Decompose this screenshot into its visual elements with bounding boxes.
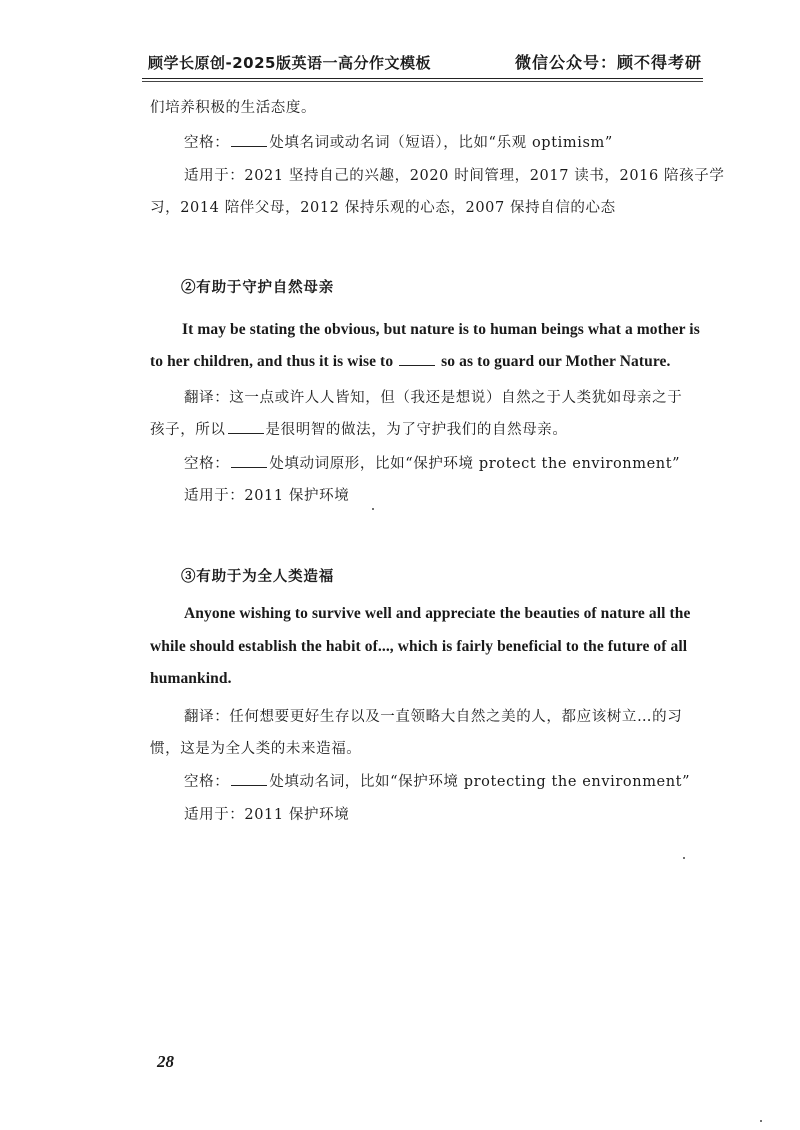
sec2-translation-line1: 翻译：这一点或许人人皆知，但（我还是想说）自然之于人类犹如母亲之于 — [184, 390, 683, 406]
sec3-english-line2: while should establish the habit of..., which is fairly beneficial to the future of all — [150, 638, 688, 655]
scan-speck — [683, 857, 685, 859]
header-title: 顾学长原创-2025版英语一高分作文模板 — [148, 54, 431, 72]
fill-blank — [228, 421, 264, 434]
sec2-translation-line2: 孩子，所以 是很明智的做法，为了守护我们的自然母亲。 — [150, 422, 568, 438]
sec2-blank-note: 空格： 处填动词原形，比如“保护环境 protect the environment” — [184, 456, 681, 472]
fill-blank — [231, 134, 267, 147]
header-divider — [142, 78, 703, 82]
fill-blank — [231, 455, 267, 468]
sec1-usage-line2: 习，2014 陪伴父母，2012 保持乐观的心态，2007 保持自信的心态 — [150, 200, 616, 216]
sec1-usage-line1: 适用于：2021 坚持自己的兴趣，2020 时间管理，2017 读书，2016 陪孩子学 — [184, 168, 725, 184]
scan-speck — [372, 508, 374, 510]
page-number: 28 — [157, 1052, 174, 1071]
sec1-blank-note: 空格： 处填名词或动名词（短语），比如“乐观 optimism” — [184, 135, 613, 151]
sec2-english-line1: It may be stating the obvious, but nature is to human beings what a mother is — [182, 321, 700, 338]
sec2-title: ②有助于守护自然母亲 — [181, 279, 334, 296]
sec2-usage: 适用于：2011 保护环境 — [184, 488, 350, 504]
header-wechat: 微信公众号：顾不得考研 — [514, 53, 702, 72]
sec3-title: ③有助于为全人类造福 — [181, 568, 334, 585]
fill-blank — [399, 353, 435, 366]
scan-speck — [760, 1120, 762, 1122]
sec3-english-line3: humankind. — [150, 670, 232, 687]
sec3-translation-line2: 惯，这是为全人类的未来造福。 — [150, 741, 362, 757]
sec2-english-line2: to her children, and thus it is wise to so as to guard our Mother Nature. — [150, 353, 671, 370]
sec3-translation-line1: 翻译：任何想要更好生存以及一直领略大自然之美的人，都应该树立…的习 — [184, 709, 683, 725]
sec3-english-line1: Anyone wishing to survive well and appreciate the beauties of nature all the — [184, 605, 691, 622]
sec1-continuation: 们培养积极的生活态度。 — [150, 100, 317, 116]
sec3-blank-note: 空格： 处填动名词，比如“保护环境 protecting the environment” — [184, 774, 691, 790]
fill-blank — [231, 773, 267, 786]
sec3-usage: 适用于：2011 保护环境 — [184, 807, 350, 823]
